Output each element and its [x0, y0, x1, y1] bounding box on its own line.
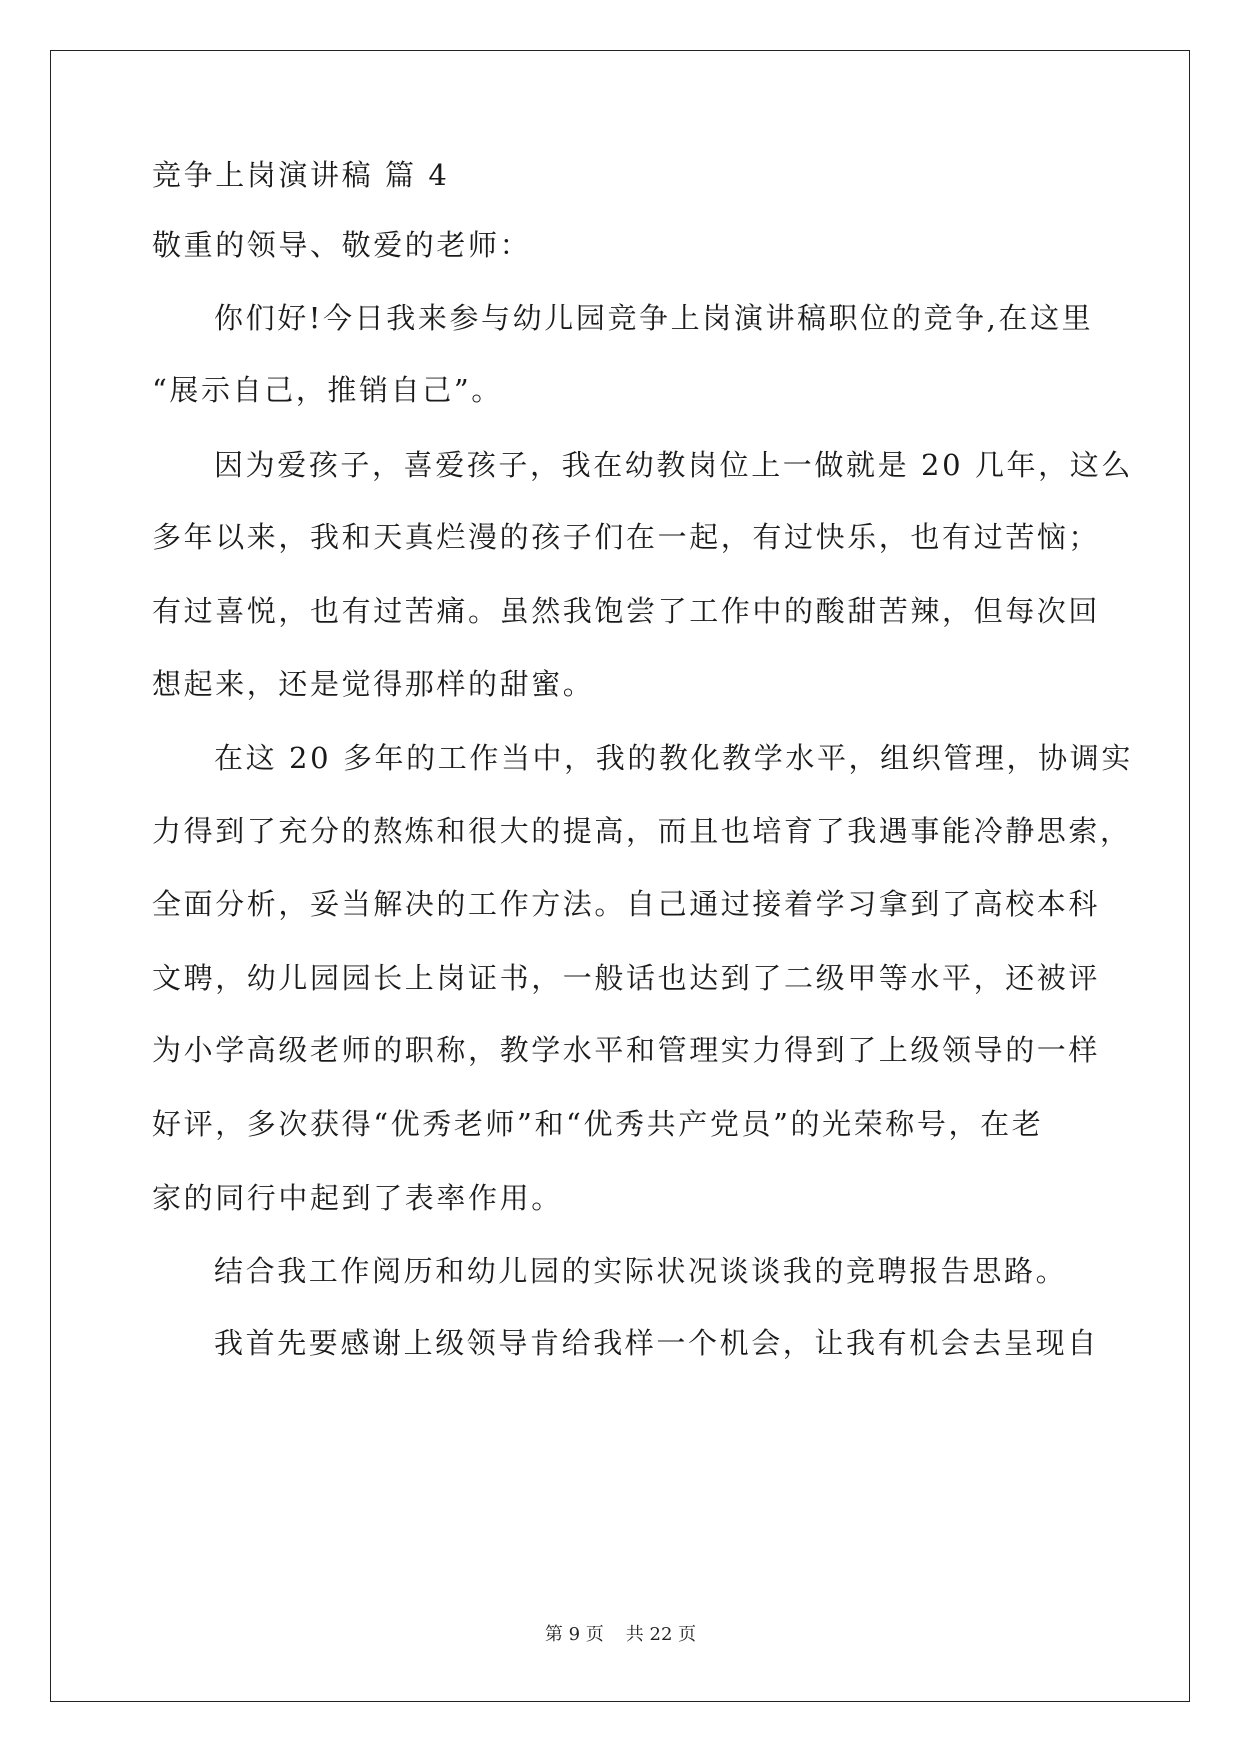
- paragraph-line: 为小学高级老师的职称，教学水平和管理实力得到了上级领导的一样: [152, 1033, 1101, 1067]
- page-footer: [0, 1623, 1241, 1647]
- salutation: 敬重的领导、敬爱的老师：: [152, 228, 532, 262]
- paragraph-line: 家的同行中起到了表率作用。: [152, 1181, 563, 1215]
- paragraph-line: “展示自己，推销自己”。: [152, 373, 503, 407]
- paragraph-line: 力得到了充分的熬炼和很大的提高，而且也培育了我遇事能冷静思索，: [152, 814, 1132, 848]
- document-heading: 竞争上岗演讲稿 篇 4: [152, 158, 450, 192]
- paragraph-line: 文聘，幼儿园园长上岗证书，一般话也达到了二级甲等水平，还被评: [152, 961, 1101, 995]
- page-number: 第 9 页: [544, 1624, 604, 1645]
- paragraph-line: 因为爱孩子，喜爱孩子，我在幼教岗位上一做就是 20 几年，这么: [214, 448, 1133, 482]
- paragraph-line: 我首先要感谢上级领导肯给我样一个机会，让我有机会去呈现自: [214, 1326, 1099, 1360]
- page-total: 共 22 页: [625, 1624, 697, 1645]
- paragraph-line: 有过喜悦，也有过苦痛。虽然我饱尝了工作中的酸甜苦辣，但每次回: [152, 594, 1101, 628]
- paragraph-line: 多年以来，我和天真烂漫的孩子们在一起，有过快乐，也有过苦恼；: [152, 520, 1101, 554]
- paragraph-line: 好评，多次获得“优秀老师”和“优秀共产党员”的光荣称号，在老: [152, 1107, 1044, 1141]
- paragraph-line: 结合我工作阅历和幼儿园的实际状况谈谈我的竞聘报告思路。: [214, 1254, 1068, 1288]
- paragraph-line: 在这 20 多年的工作当中，我的教化教学水平，组织管理，协调实: [214, 741, 1133, 775]
- paragraph-line: 想起来，还是觉得那样的甜蜜。: [152, 667, 595, 701]
- paragraph-line: 全面分析，妥当解决的工作方法。自己通过接着学习拿到了高校本科: [152, 887, 1101, 921]
- paragraph-line: 你们好!今日我来参与幼儿园竞争上岗演讲稿职位的竞争,在这里: [214, 301, 1094, 335]
